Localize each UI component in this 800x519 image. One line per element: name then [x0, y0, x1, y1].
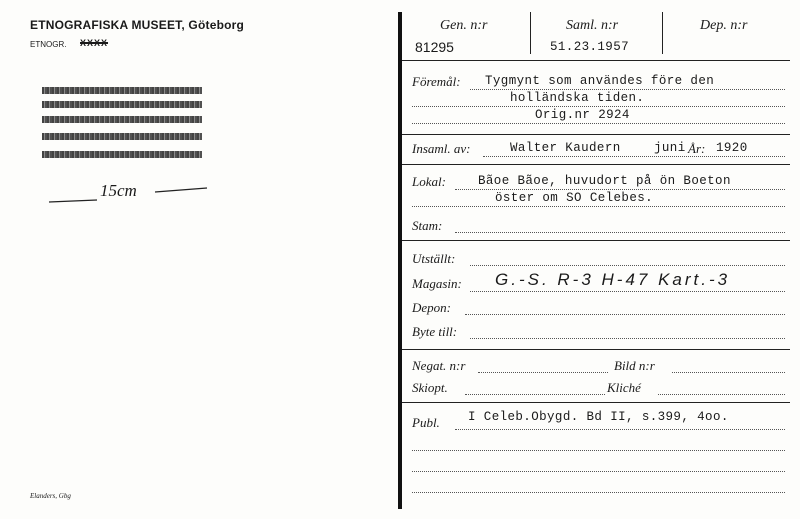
dotted-line	[478, 372, 608, 373]
divider-negat	[402, 402, 790, 403]
dotted-line	[412, 206, 785, 207]
divider-header	[402, 60, 790, 61]
utstallt-label: Utställt:	[412, 251, 456, 266]
textile-band	[42, 151, 202, 158]
dotted-line	[455, 189, 785, 190]
dotted-line	[412, 471, 785, 472]
insaml-month: juni	[654, 141, 686, 155]
divider-stam	[402, 240, 790, 241]
divider-byte	[402, 349, 790, 350]
textile-band	[42, 101, 202, 108]
museum-title: ETNOGRAFISKA MUSEET, Göteborg	[30, 18, 245, 32]
textile-band	[42, 116, 202, 123]
saml-nr-value: 51.23.1957	[550, 40, 630, 54]
lokal-line-2: öster om SO Celebes.	[495, 191, 654, 205]
skiopt-label: Skiopt.	[412, 380, 448, 395]
dotted-line	[412, 450, 785, 451]
publ-value: I Celeb.Obygd. Bd II, s.399, 4oo.	[468, 410, 729, 424]
dotted-line	[483, 156, 785, 157]
foremal-line-3: Orig.nr 2924	[535, 108, 630, 122]
textile-band	[42, 133, 202, 140]
gen-nr-value: 81295	[415, 39, 454, 55]
divider-insaml	[402, 164, 790, 165]
header-divider	[530, 12, 531, 54]
insaml-value: Walter Kaudern	[510, 141, 621, 155]
negat-label: Negat. n:r	[412, 358, 466, 373]
foremal-line-1: Tygmynt som användes före den	[485, 74, 715, 88]
dotted-line	[465, 314, 785, 315]
magasin-value: G.-S. R-3 H-47 Kart.-3	[495, 270, 731, 289]
ar-value: 1920	[716, 141, 748, 155]
ar-label: År:	[688, 141, 706, 156]
dotted-line	[455, 429, 785, 430]
lokal-line-1: Bãoe Bãoe, huvudort på ön Boeton	[478, 174, 731, 188]
dotted-line	[470, 265, 785, 266]
dotted-line	[470, 291, 785, 292]
gen-nr-label: Gen. n:r	[440, 18, 488, 33]
header-divider	[662, 12, 663, 54]
byte-label: Byte till:	[412, 324, 458, 339]
dotted-line	[658, 394, 785, 395]
dotted-line	[465, 394, 605, 395]
saml-nr-label: Saml. n:r	[566, 18, 619, 33]
textile-band	[42, 87, 202, 94]
dotted-line	[470, 89, 785, 90]
depon-label: Depon:	[412, 300, 451, 315]
foremal-label: Föremål:	[412, 74, 461, 89]
dotted-line	[470, 338, 785, 339]
etnogr-label: ETNOGR.	[30, 40, 67, 49]
publ-label: Publ.	[412, 415, 440, 430]
magasin-label: Magasin:	[412, 276, 462, 291]
foremal-line-2: holländska tiden.	[510, 91, 645, 105]
bild-label: Bild n:r	[614, 358, 655, 373]
dotted-line	[455, 232, 785, 233]
kliche-label: Kliché	[607, 380, 641, 395]
dep-nr-label: Dep. n:r	[700, 18, 748, 33]
printer-credit: Elanders, Gbg	[30, 492, 71, 500]
scale-label: 15cm	[100, 181, 137, 200]
stam-label: Stam:	[412, 218, 443, 233]
dotted-line	[412, 492, 785, 493]
etnogr-crossed-out: XXXX	[80, 38, 109, 48]
insaml-label: Insaml. av:	[412, 141, 471, 156]
dotted-line	[412, 123, 785, 124]
divider-foremal	[402, 134, 790, 135]
dotted-line	[672, 372, 785, 373]
card-left-border	[398, 12, 402, 509]
lokal-label: Lokal:	[412, 174, 446, 189]
dotted-line	[412, 106, 785, 107]
textile-sample-image	[42, 83, 202, 161]
